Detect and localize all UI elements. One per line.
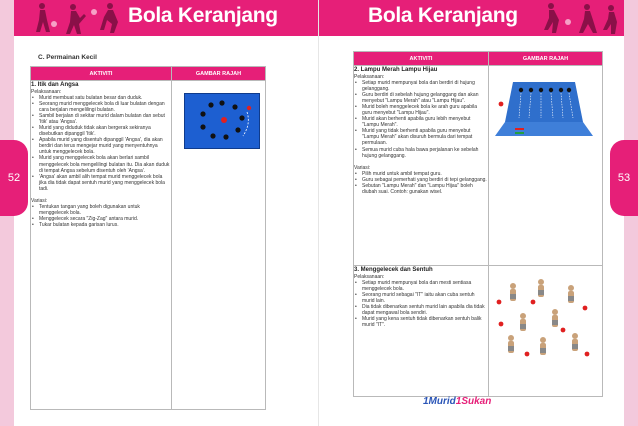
activity-label: Pelaksanaan:: [31, 89, 62, 95]
basketball-players-icon: [28, 0, 136, 36]
step-list: [354, 280, 488, 328]
brand-logo-part1: 1Murid: [423, 396, 456, 407]
right-page: [319, 0, 638, 426]
brand-logo: [423, 396, 491, 407]
activity-table: [30, 66, 266, 410]
page-number: 53: [610, 140, 638, 216]
list-item: • Sambil berjalan di sekitar murid dalam bulatan dan sebut 'Itik' atau 'Angsa'.: [31, 113, 171, 125]
step-list: [354, 80, 488, 159]
right-header-band: [319, 0, 624, 36]
list-item: • Murid boleh menggelecek bola ke arah guru apabila guru menyebut "Lampu Hijau".: [354, 104, 488, 116]
basketball-players-icon: [537, 0, 623, 36]
variation-label: Variasi:: [31, 197, 48, 204]
list-item: • Menggelecek secara "Zig-Zag" antara murid.: [31, 216, 171, 222]
activity-table: [353, 51, 603, 397]
list-item: • Murid yang menggelecek bola akan berlari sambil menggelecek bola mengelilingi bulatan itu. Dia akan duduk di tempat Angsa sebelum disentuh oleh 'Angsa'.: [31, 155, 171, 173]
activity-cell: [31, 81, 172, 410]
page-number: 52: [0, 140, 28, 216]
list-item: • Apabila murid yang disentuh dipanggil 'Angsa', dia akan berdiri dan terus mengejar murid yang menyentuhnya untuk menggelecek bola.: [31, 137, 171, 155]
column-header-activity: AKTIVITI: [31, 67, 172, 81]
circle-drill-diagram: [184, 93, 260, 149]
dribble-tag-diagram: [493, 272, 595, 358]
variation-list: [354, 171, 488, 195]
list-item: • Tentukan tangan yang boleh digunakan untuk menggelecek bola.: [31, 204, 171, 216]
variation-list: [31, 204, 171, 228]
list-item: • Pilih murid untuk ambil tempat guru.: [354, 171, 488, 177]
activity-cell: [354, 66, 489, 266]
list-item: • Murid yang tidak berhenti apabila guru menyebut "Lampu Merah" akan disuruh bermula dari tempat permulaan.: [354, 128, 488, 146]
diagram-cell: [489, 66, 603, 266]
diagram-cell: [172, 81, 266, 410]
column-header-diagram: GAMBAR RAJAH: [172, 67, 266, 81]
section-heading: C. Permainan Kecil: [38, 54, 97, 61]
step-list: [31, 95, 171, 192]
activity-title: 3. Menggelecek dan Sentuh: [354, 267, 433, 273]
activity-cell: [354, 266, 489, 397]
list-item: • Tukar bulatan kepada garisan lurus.: [31, 222, 171, 228]
diagram-cell: [489, 266, 603, 397]
activity-title: 2. Lampu Merah Lampu Hijau: [354, 67, 438, 73]
list-item: • 'Angsa' akan ambil alih tempat murid menggelecek bola jika dia tidak dapat sentuh murid yang menggelecek bola tadi.: [31, 174, 171, 192]
header-title: Bola Keranjang: [368, 4, 518, 27]
list-item: • Sebutan "Lampu Merah" dan "Lampu Hijau" boleh diubah suai. Contoh: gunakan wisel.: [354, 183, 488, 195]
list-item: • Murid akan berhenti apabila guru lebih menyebut "Lampu Merah".: [354, 116, 488, 128]
list-item: • Semua murid cuba hala bawa perjalanan ke sebelah hujung gelanggang.: [354, 147, 488, 159]
column-header-diagram: GAMBAR RAJAH: [489, 52, 603, 66]
list-item: • Murid yang kena sentuh tidak dibenarkan sentuh balik murid "IT".: [354, 316, 488, 328]
activity-title: 1. Itik dan Angsa: [31, 82, 79, 88]
header-title: Bola Keranjang: [128, 4, 278, 27]
left-header-band: [14, 0, 319, 36]
list-item: • Seorang murid menggelecek bola di luar bulatan dengan cara berjalan mengelilingi bulatan.: [31, 101, 171, 113]
list-item: • Dia tidak dibenarkan sentuh murid lain apabila dia tidak dapat mengawal bola sendiri.: [354, 304, 488, 316]
list-item: • Murid membuat satu bulatan besar dan duduk.: [31, 95, 171, 101]
activity-label: Pelaksanaan:: [354, 74, 385, 80]
column-header-activity: AKTIVITI: [354, 52, 489, 66]
list-item: • Murid yang diduduk tidak akan bergerak sekiranya disebutkan dipanggil 'Itik'.: [31, 125, 171, 137]
list-item: • Seorang murid sebagai "IT" iaitu akan cuba sentuh murid lain.: [354, 292, 488, 304]
variation-label: Variasi:: [354, 164, 371, 171]
list-item: • Setiap murid mempunyai bola dan berdiri di hujung gelanggang.: [354, 80, 488, 92]
activity-label: Pelaksanaan:: [354, 274, 385, 280]
court-drill-diagram: [493, 72, 595, 144]
brand-logo-part2: 1Sukan: [455, 396, 492, 407]
list-item: • Setiap murid mempunyai bola dan mesti sentiasa menggelecek bola.: [354, 280, 488, 292]
list-item: • Guru berdiri di sebelah hujung gelanggang dan akan menyebut "Lampu Merah" atau "Lampu Hijau".: [354, 92, 488, 104]
list-item: • Guru sebagai pemerhati yang berdiri di tepi gelanggang.: [354, 177, 488, 183]
